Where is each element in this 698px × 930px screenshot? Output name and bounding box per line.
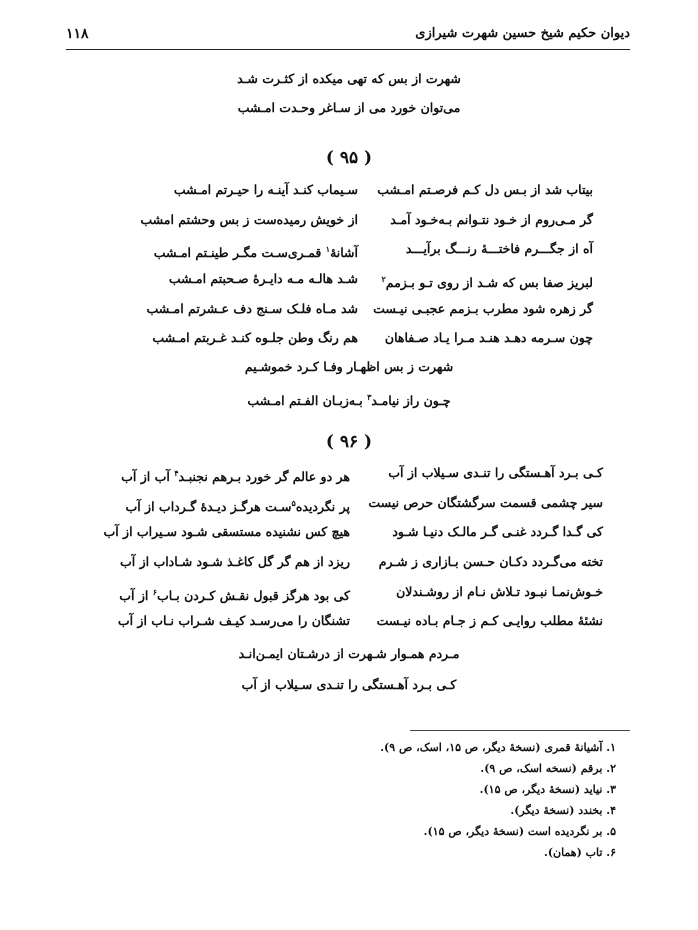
poem95-row5-left: شد مـاه فلـک سـنج دف عـشرتم امـشب [146, 301, 358, 316]
poem95-row3-left-a: آشانهٔ [330, 245, 358, 261]
poem95-row6-right: چون سـرمه دهـد هنـد مـرا یـاد صـفاهان [384, 330, 593, 345]
poem96-row6-left: تشنگان را می‌رسـد کیـف شـراب نـاب از آب [117, 613, 350, 628]
intro-line-2: می‌توان خورد می از سـاغر وحـدت امـشب [237, 100, 461, 115]
page-header [66, 26, 630, 48]
poem-96-number: ( ۹۶ ) [325, 432, 373, 452]
footnote-ref-6: ۶ [152, 587, 158, 597]
poem95-row3-left-b: قمـری‌سـت مگـر طینـتم امـشب [153, 245, 326, 261]
footnote-6: ۶. تاب (همان). [543, 846, 616, 859]
poem96-row5-left [82, 583, 350, 605]
header-rule [66, 49, 630, 50]
poem96-row4-right: تخته می‌گـردد دکـان حـسن بـازاری ز شـرم [378, 554, 603, 569]
poem96-row2-left-b: سـت هرگـز دیـدهٔ گـرداب از آب [125, 499, 292, 515]
poem96-row1-right: کـی بـرد آهـستگی را تنـدی سـیلاب از آب [388, 465, 603, 480]
poem96-row3-right: کی گـدا گـردد غنـی گـر مالـک دنیـا شـود [392, 524, 603, 539]
poem96-row3-left: هیچ کس نشنیده مستسقی شـود سـیراب از آب [103, 524, 350, 539]
footnote-2: ۲. برقم (نسخه اسک، ص ۹). [480, 762, 616, 775]
footnote-5: ۵. بر نگردیده است (نسخهٔ دیگر، ص ۱۵). [423, 825, 616, 838]
poem96-row2-left-a: پر نگردیده [295, 499, 350, 515]
poem95-closing-1: شهرت ز بس اظهـار وفـا کـرد خموشـیم [244, 359, 454, 374]
poem95-row6-left: هم رنگ وطن جلـوه کنـد غـربتم امـشب [152, 330, 358, 345]
poem-95-number: ( ۹۵ ) [325, 148, 373, 168]
book-title: دیوان حکیم شیخ حسین شهرت شیرازی [415, 26, 630, 41]
poem95-row3-left [96, 240, 358, 262]
poem96-row2-right: سیر چشمی قسمت سرگشتگان حرص نیست [368, 495, 603, 510]
poem96-row5-right: خـوش‌نمـا نبـود تـلاش نـام از روشـندلان [396, 584, 603, 599]
poem96-row1-left-a: هر دو عالم گر خورد بـرهم نجنبـد [178, 469, 350, 485]
poem95-closing-2-b: بـه‌زبـان الفـتم امـشب [247, 393, 368, 409]
footnote-ref-5: ۵ [291, 498, 296, 508]
poem95-row1-left: سـیماب کنـد آینـه را حیـرتم امـشب [173, 182, 358, 197]
poem95-row4-right [333, 270, 593, 292]
poem95-row2-left: از خویش رمیده‌ست ز بس وحشتم امشب [140, 212, 358, 227]
footnote-ref-4: ۴ [174, 468, 179, 478]
footnote-rule [410, 730, 630, 731]
intro-line-1: شهرت از بس که تهی میکده از کثـرت شـد [237, 71, 461, 86]
poem95-row4-left: شـد هالـه مـه دایـرهٔ صـحبتم امـشب [168, 271, 358, 286]
poem96-row4-left: ریزد از هم گر گل کاغـذ شـود شـاداب از آب [119, 554, 350, 569]
poem95-row3-right: آه از جگـــرم فاختـــهٔ رنـــگ برآیـــد [405, 241, 593, 256]
poem96-row6-right: نشئهٔ مطلب روایـی کـم ز جـام بـاده نیـست [376, 613, 603, 628]
footnote-3: ۳. نیاید (نسخهٔ دیگر، ص ۱۵). [479, 783, 616, 796]
poem95-row2-right: گر مـی‌روم از خـود نتـوانم بـه‌خـود آمـد [390, 212, 593, 227]
poem96-row1-left-b: آب از آب [121, 469, 175, 485]
footnote-ref-3: ۳ [367, 392, 372, 402]
poem96-closing-1: مـردم همـوار شـهرت از درشـتان ایمـن‌انـد [238, 646, 460, 661]
footnote-ref-1: ۱ [325, 244, 331, 254]
poem96-row1-left [82, 464, 350, 486]
poem96-closing-2: کـی بـرد آهـستگی را تنـدی سـیلاب از آب [241, 677, 457, 692]
poem95-row5-right: گر زهره شود مطرب بـزمم عجبـی نیـست [373, 301, 593, 316]
poem96-row2-left [82, 494, 350, 516]
poem95-row4-right-a: لبریز صفا بس که شـد از روی تـو بـزمم [385, 275, 593, 291]
footnote-ref-2: ۲ [381, 274, 386, 284]
page-number: ۱۱۸ [66, 26, 89, 42]
footnote-4: ۴. بخندد (نسخهٔ دیگر). [510, 804, 616, 817]
poem95-row1-right: بیتاب شد از بـس دل کـم فرصـتم امـشب [377, 182, 593, 197]
poem96-row5-left-a: کی بود هرگز قبول نقـش کـردن بـاب [157, 588, 350, 604]
poem96-row5-left-b: از آب [119, 588, 153, 604]
poem95-closing-2 [0, 388, 698, 410]
poem95-closing-2-a: چـون راز نیامـد [371, 393, 451, 409]
footnote-1: ۱. آشیانهٔ قمری (نسخهٔ دیگر، ص ۱۵، اسک، ص ۹). [380, 741, 616, 754]
